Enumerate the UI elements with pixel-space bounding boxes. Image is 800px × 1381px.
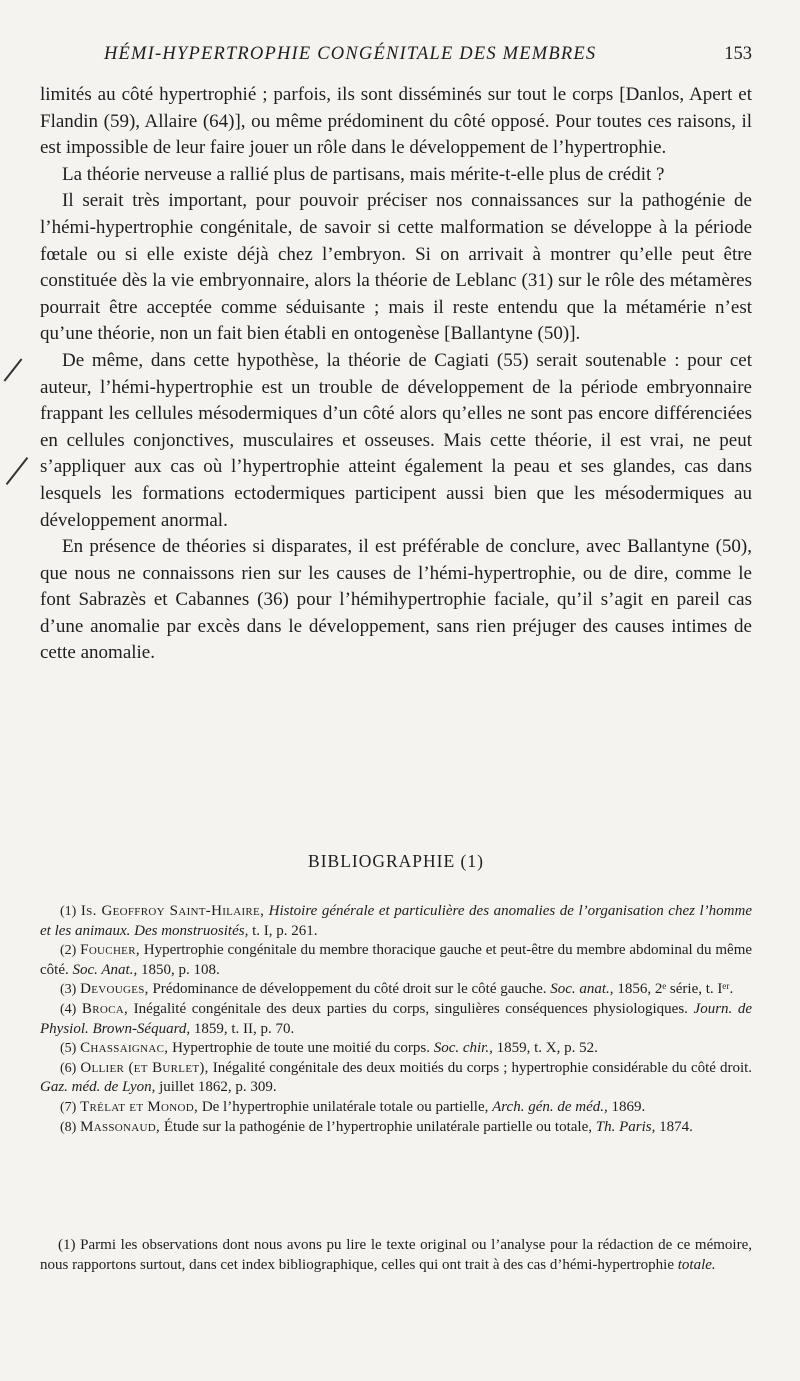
footnote <box>40 1236 752 1276</box>
reference-title: Inégalité congénitale des deux moitiés du corps ; hypertrophie considérable du côté droit. <box>212 1059 753 1076</box>
reference-number: (6) <box>60 1060 77 1076</box>
reference-title: Étude sur la pathogénie de l’hypertrophie unilatérale partielle ou totale, <box>163 1118 592 1135</box>
pencil-margin-mark <box>4 358 23 381</box>
reference-source: Gaz. méd. de Lyon, <box>40 1079 156 1096</box>
reference-number: (3) <box>60 982 77 998</box>
running-title: HÉMI-HYPERTROPHIE CONGÉNITALE DES MEMBRES <box>104 44 597 64</box>
reference-source: Soc. chir., <box>433 1040 493 1057</box>
reference-details: t. I, p. 261. <box>252 922 318 939</box>
reference-title: De l’hypertrophie unilatérale totale ou partielle, <box>201 1098 489 1115</box>
reference-source: Th. Paris, <box>595 1118 656 1135</box>
page-header <box>40 44 752 74</box>
reference-title: Hypertrophie de toute une moitié du corps. <box>172 1040 430 1057</box>
reference-author: Devouges, <box>80 981 149 998</box>
reference-author: Trélat et Monod, <box>80 1098 199 1115</box>
footnote-text <box>40 1236 752 1276</box>
reference-source: Soc. anat., <box>550 981 614 998</box>
reference-source: Journ. de Physiol. Brown-Séquard, <box>40 1000 753 1037</box>
reference-item <box>40 980 752 1000</box>
page-number: 153 <box>724 44 752 64</box>
paragraph-3: Il serait très important, pour pouvoir préciser nos connaissances sur la pathogénie de l’hémi-hypertrophie congénitale, de savoir si cette malformation se développe à la période fœtale ou si elle existe déjà chez l’embryon. Si on arrivait à montrer qu’elle peut être constituée dès la vie embryonnaire, alors la théorie de Leblanc (31) sur le rôle des métamères pourrait être acceptée comme séduisante ; mais il reste entendu que la métamérie n’est qu’une théorie, non un fait bien établi en ontogenèse [Ballantyne (50)]. <box>40 190 752 345</box>
body-text <box>40 82 752 667</box>
pencil-margin-mark <box>6 457 29 485</box>
book-page <box>40 0 752 1381</box>
reference-item <box>40 941 752 980</box>
reference-details: 1859, t. X, p. 52. <box>496 1040 598 1057</box>
reference-source: Arch. gén. de méd., <box>492 1098 608 1115</box>
reference-details: 1869. <box>611 1098 646 1115</box>
footnote-emphasis: totale. <box>677 1256 716 1273</box>
reference-author: Massonaud, <box>80 1118 161 1135</box>
reference-author: Is. Geoffroy Saint-Hilaire, <box>80 903 265 919</box>
paragraph-2: La théorie nerveuse a rallié plus de partisans, mais mérite-t-elle plus de crédit ? <box>62 163 665 185</box>
reference-source: Soc. Anat., <box>72 961 138 978</box>
reference-details: juillet 1862, p. 309. <box>159 1079 277 1096</box>
reference-number: (8) <box>60 1119 77 1135</box>
paragraph-5: En présence de théories si disparates, il est préférable de conclure, avec Ballantyne (50), que nous ne connaissons rien sur les causes de l’hémi-hypertrophie, ou de dire, comme le font Sabrazès et Cabannes (36) pour l’hémihypertrophie faciale, qu’il s’agit en pareil cas d’une anomalie par excès dans le développement, sans rien préjuger des causes intimes de cette anomalie. <box>40 536 752 664</box>
bibliography-list <box>40 902 752 1137</box>
reference-number: (4) <box>60 1001 77 1017</box>
reference-title: Inégalité congénitale des deux parties du corps, singulières conséquences physiologiques. <box>133 1000 688 1017</box>
reference-author: Broca, <box>81 1000 129 1017</box>
bibliography-title: BIBLIOGRAPHIE (1) <box>308 851 484 871</box>
reference-author: Foucher, <box>80 942 140 959</box>
reference-details: 1859, t. II, p. 70. <box>193 1020 295 1037</box>
reference-title: Prédominance de développement du côté droit sur le côté gauche. <box>152 981 547 998</box>
footnote-body: Parmi les observations dont nous avons pu lire le texte original ou l’analyse pour la rédaction de ce mémoire, nous rapportons surtout, dans cet index bibliographique, celles qui ont trait à des cas d’hémi-hypertrophie <box>40 1237 752 1273</box>
reference-item <box>40 1118 752 1138</box>
reference-details: 1874. <box>659 1118 693 1135</box>
reference-details: 1850, p. 108. <box>140 961 220 978</box>
reference-item <box>40 902 752 941</box>
reference-author: Chassaignac, <box>80 1040 169 1057</box>
reference-item <box>40 1000 752 1039</box>
reference-item <box>40 1059 752 1098</box>
footnote-number: (1) <box>58 1237 76 1253</box>
reference-number: (5) <box>60 1041 77 1057</box>
paragraph-4: De même, dans cette hypothèse, la théorie de Cagiati (55) serait soutenable : pour cet auteur, l’hémi-hypertrophie est un trouble de développement de la période embryonnaire frappant les cellules mésodermiques d’un côté alors qu’elles ne sont pas encore différenciées en cellules conjonctives, musculaires et osseuses. Mais cette théorie, il est vrai, ne peut s’appliquer aux cas où l’hypertrophie atteint également la peau et ses glandes, cas dans lesquels les formations ectodermiques participent aussi bien que les mésodermiques au développement anormal. <box>40 349 752 531</box>
reference-details: 1856, 2ᵉ série, t. Iᵉʳ. <box>617 981 734 998</box>
reference-number: (1) <box>60 904 77 919</box>
reference-number: (2) <box>60 943 77 959</box>
reference-number: (7) <box>60 1099 77 1115</box>
reference-source: Histoire générale et particulière des anomalies de l’organisation chez l’homme et les animaux. Des monstruosités, <box>40 903 752 939</box>
paragraph-1: limités au côté hypertrophié ; parfois, ils sont disséminés sur tout le corps [Danlos, Apert et Flandin (59), Allaire (64)], ou même prédominent du côté opposé. Pour toutes ces raisons, il est impossible de leur faire jouer un rôle dans le développement de l’hypertrophie. <box>40 84 752 159</box>
reference-item <box>40 1098 752 1118</box>
reference-author: Ollier (et Burlet), <box>80 1059 209 1076</box>
reference-item <box>40 1039 752 1059</box>
reference-title: Hypertrophie congénitale du membre thoracique gauche et peut-être du membre abdominal du même côté. <box>40 942 753 978</box>
